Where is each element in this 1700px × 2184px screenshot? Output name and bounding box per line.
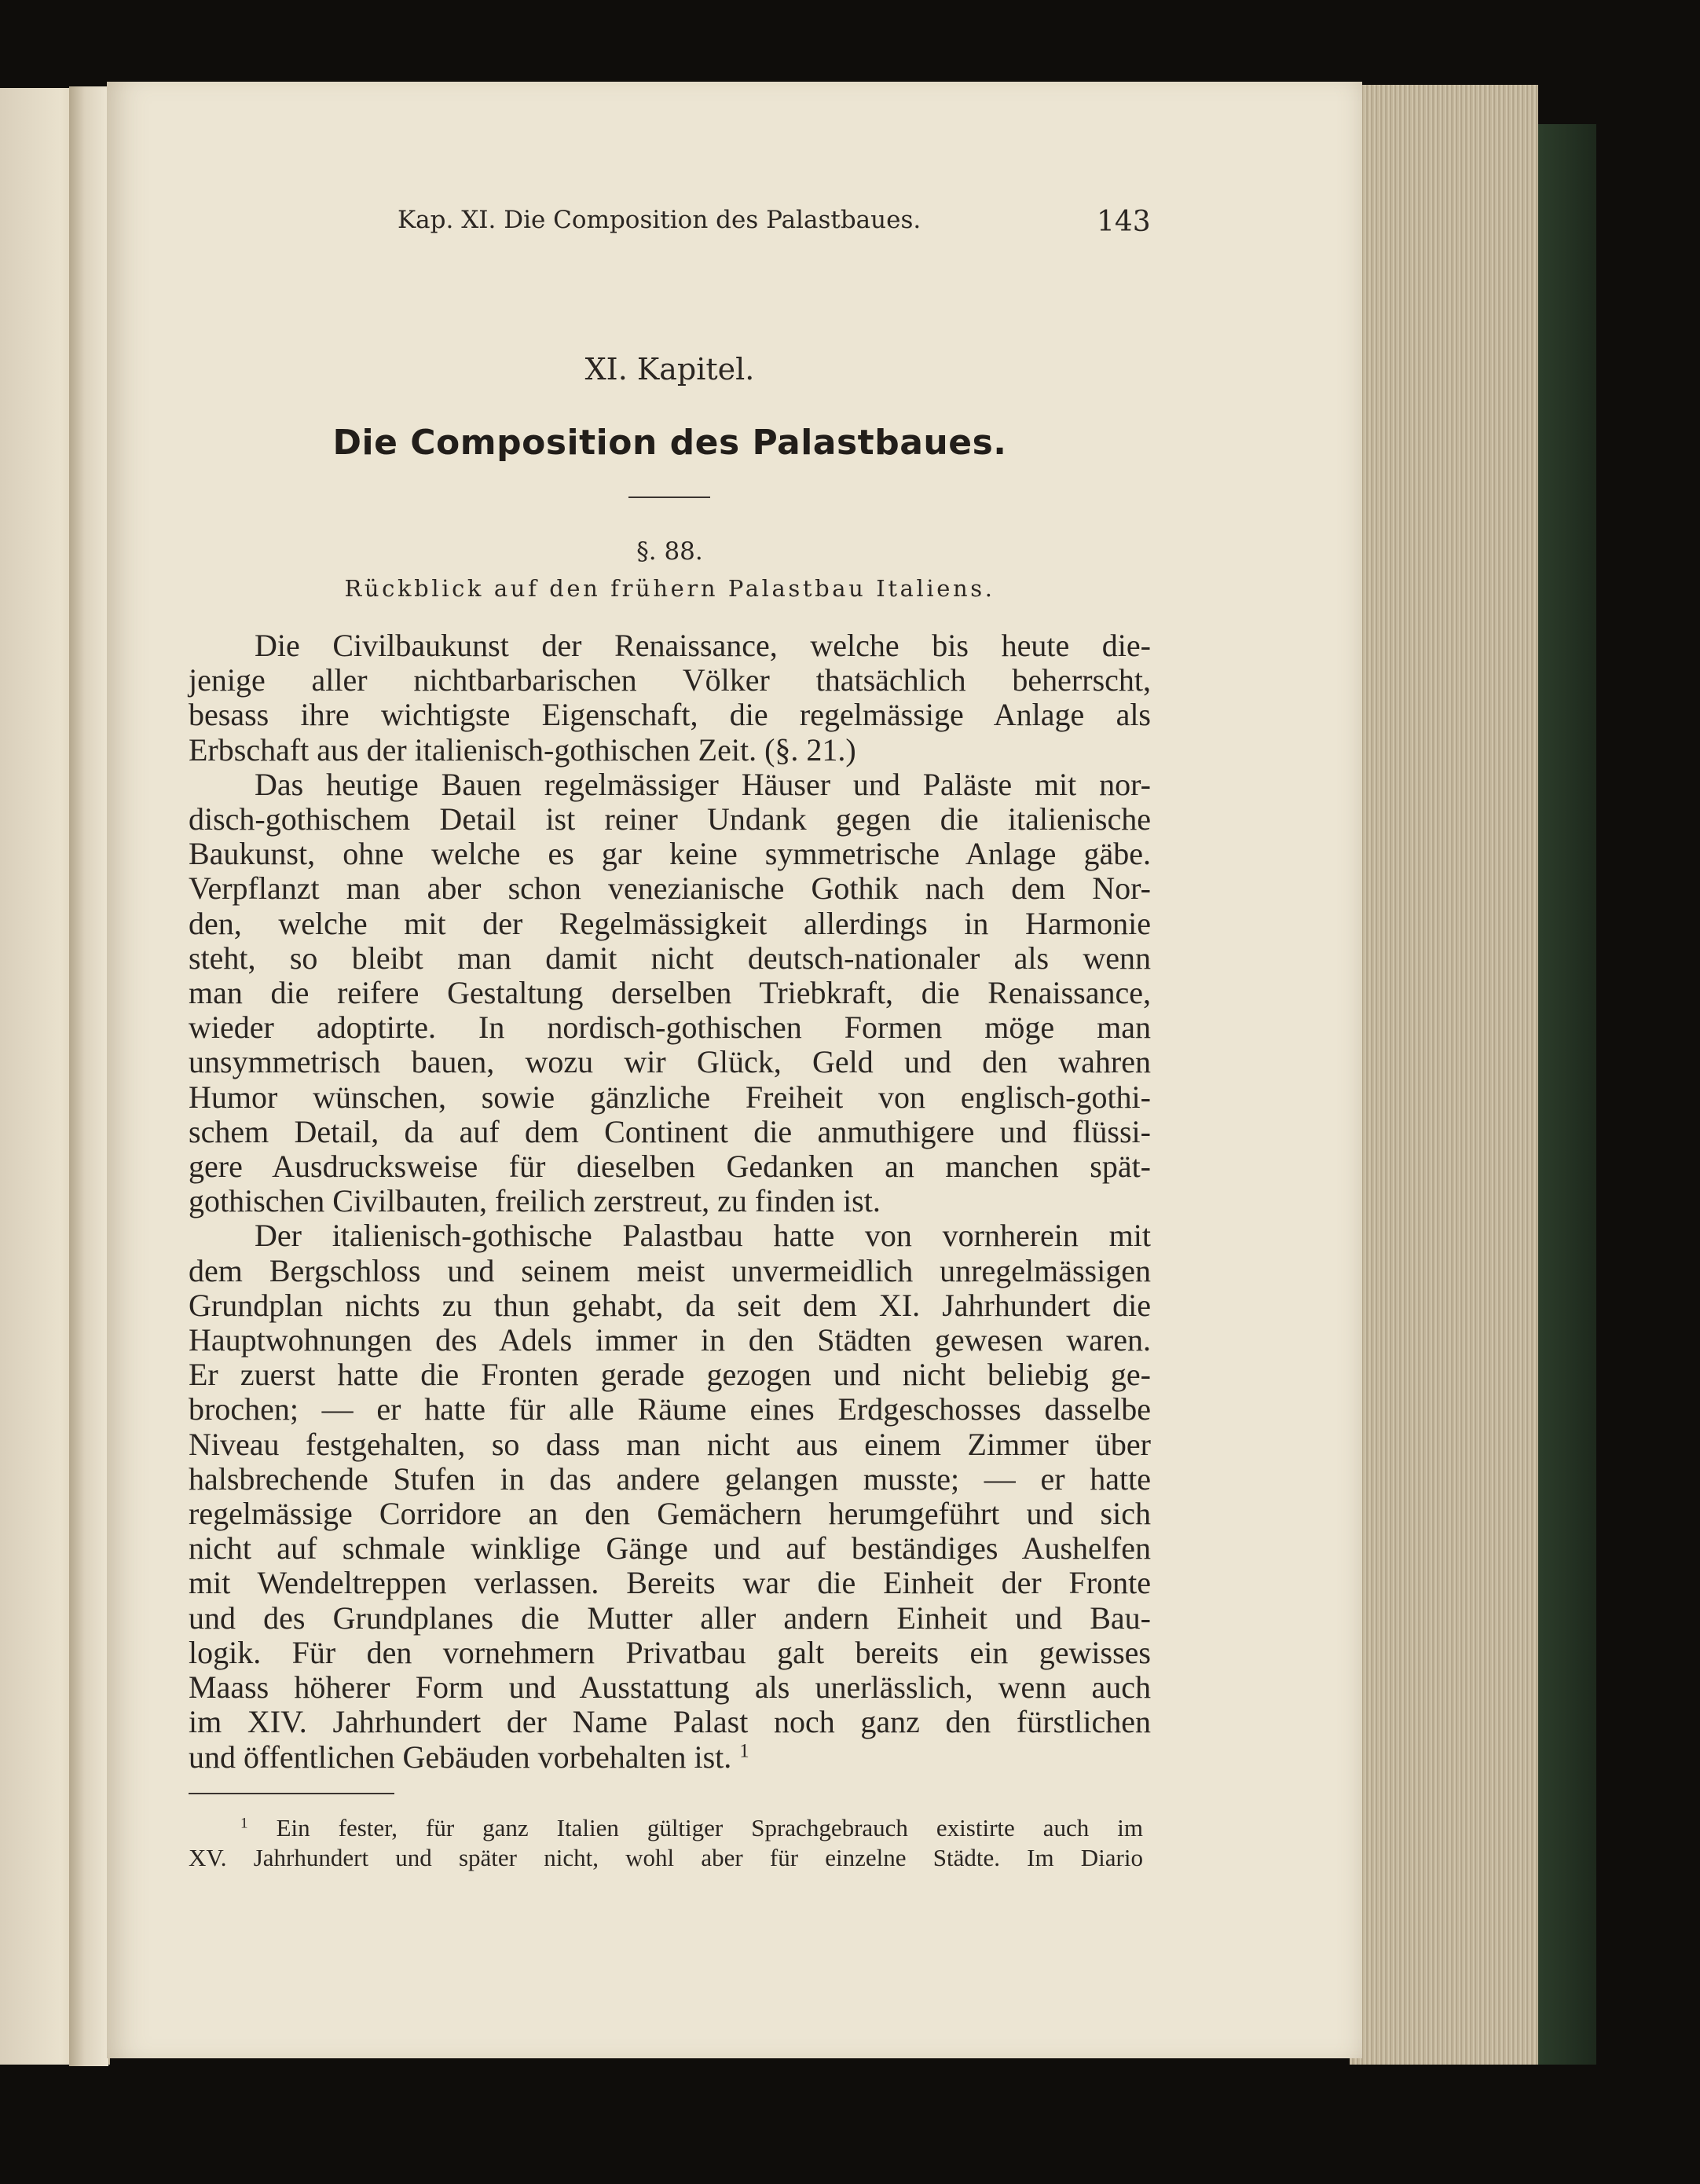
body-text: [189, 628, 1151, 1775]
text-line: Grundplan nichts zu thun gehabt, da seit dem XI. Jahrhundert die: [189, 1287, 1151, 1323]
text-line: Erbschaft aus der italienisch-gothischen Zeit. (§. 21.): [189, 731, 856, 768]
text-line-content: und öffentlichen Gebäuden vorbehalten ist.: [189, 1739, 732, 1775]
chapter-title: Die Composition des Palastbaues.: [332, 423, 1007, 463]
text-line: gere Ausdrucksweise für dieselben Gedanken an manchen spät-: [189, 1149, 1151, 1185]
text-line: nicht auf schmale winklige Gänge und auf beständiges Aushelfen: [189, 1530, 1151, 1567]
text-line: Baukunst, ohne welche es gar keine symmetrische Anlage gäbe.: [189, 836, 1151, 872]
text-line: und des Grundplanes die Mutter aller andern Einheit und Bau-: [189, 1600, 1151, 1636]
text-line: mit Wendeltreppen verlassen. Bereits war die Einheit der Fronte: [189, 1565, 1151, 1601]
title-divider: [628, 497, 710, 498]
text-line: im XIV. Jahrhundert der Name Palast noch ganz den fürstlichen: [189, 1704, 1151, 1740]
footnote-line: XV. Jahrhundert und später nicht, wohl aber für einzelne Städte. Im Diario: [189, 1844, 1143, 1871]
book-gutter: [69, 86, 108, 2066]
page-block-edges: [1350, 85, 1538, 2065]
text-line: Hauptwohnungen des Adels immer in den Städten gewesen waren.: [189, 1322, 1151, 1358]
text-line: [189, 1740, 1151, 1775]
text-line: Das heutige Bauen regelmässiger Häuser und Paläste mit nor-: [255, 766, 1151, 802]
text-line: den, welche mit der Regelmässigkeit allerdings in Harmonie: [189, 905, 1151, 941]
text-line: Verpflanzt man aber schon venezianische Gothik nach dem Nor-: [189, 870, 1151, 907]
text-line: regelmässige Corridore an den Gemächern herumgeführt und sich: [189, 1496, 1151, 1532]
footnote-line-content: Ein fester, für ganz Italien gültiger Sprachgebrauch existirte auch im: [276, 1814, 1144, 1841]
text-line: Er zuerst hatte die Fronten gerade gezogen und nicht beliebig ge-: [189, 1357, 1151, 1393]
text-line: Humor wünschen, sowie gänzliche Freiheit von englisch-gothi-: [189, 1079, 1151, 1115]
footnote-line: [189, 1813, 1143, 1843]
section-title: Rückblick auf den frühern Palastbau Italiens.: [344, 575, 995, 602]
text-line: jenige aller nichtbarbarischen Völker thatsächlich beherrscht,: [189, 662, 1151, 698]
text-line: Niveau festgehalten, so dass man nicht aus einem Zimmer über: [189, 1426, 1151, 1462]
footnote-marker: 1: [240, 1815, 248, 1832]
page-number: 143: [1097, 206, 1151, 238]
text-line: wieder adoptirte. In nordisch-gothischen Formen möge man: [189, 1010, 1151, 1046]
text-line: Die Civilbaukunst der Renaissance, welche bis heute die-: [255, 628, 1151, 663]
text-line: Maass höherer Form und Ausstattung als unerlässlich, wenn auch: [189, 1669, 1151, 1706]
chapter-number: XI. Kapitel.: [584, 352, 755, 387]
text-line: besass ihre wichtigste Eigenschaft, die regelmässige Anlage als: [189, 697, 1151, 733]
running-head: Kap. XI. Die Composition des Palastbaues.: [398, 206, 921, 234]
text-line: Der italienisch-gothische Palastbau hatte von vornherein mit: [255, 1218, 1151, 1254]
text-line: man die reifere Gestaltung derselben Triebkraft, die Renaissance,: [189, 975, 1151, 1011]
footnote-reference[interactable]: 1: [739, 1739, 749, 1761]
text-line: halsbrechende Stufen in das andere gelangen musste; — er hatte: [189, 1460, 1151, 1497]
section-number: §. 88.: [636, 537, 703, 566]
text-line: schem Detail, da auf dem Continent die anmuthigere und flüssi-: [189, 1113, 1151, 1149]
text-line: brochen; — er hatte für alle Räume eines Erdgeschosses dasselbe: [189, 1391, 1151, 1427]
footnote-divider: [189, 1793, 394, 1794]
text-line: steht, so bleibt man damit nicht deutsch-nationaler als wenn: [189, 940, 1151, 976]
text-line: unsymmetrisch bauen, wozu wir Glück, Geld und den wahren: [189, 1044, 1151, 1080]
footnote: [189, 1813, 1143, 1873]
text-line: dem Bergschloss und seinem meist unvermeidlich unregelmässigen: [189, 1252, 1151, 1288]
text-line: logik. Für den vornehmern Privatbau galt bereits ein gewisses: [189, 1634, 1151, 1670]
text-line: disch-gothischem Detail ist reiner Undank gegen die italienische: [189, 801, 1151, 837]
text-line: gothischen Civilbauten, freilich zerstreut, zu finden ist.: [189, 1183, 881, 1219]
